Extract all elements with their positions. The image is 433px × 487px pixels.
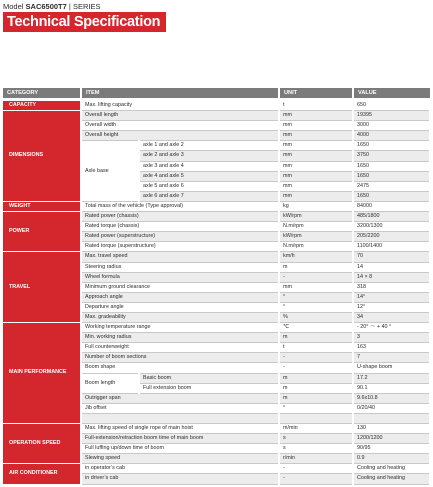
boom-length-label: Boom length	[81, 373, 139, 393]
item-cell: Minimum ground clearance	[81, 282, 279, 292]
value-cell: 1650	[353, 191, 430, 201]
unit-cell: kg	[279, 201, 353, 211]
item-cell: Departure angle	[81, 302, 279, 312]
category-air-conditioner: AIR CONDITIONER	[3, 464, 81, 484]
item-cell: Approach angle	[81, 292, 279, 302]
value-cell: 3750	[353, 151, 430, 161]
item-cell: axle 3 and axle 4	[139, 161, 279, 171]
unit-cell: m	[279, 333, 353, 343]
table-row	[3, 212, 430, 222]
value-cell: 4000	[353, 131, 430, 141]
header-item: ITEM	[81, 88, 279, 98]
item-cell: axle 2 and axle 3	[139, 151, 279, 161]
spec-table	[3, 88, 431, 485]
unit-cell: t	[279, 101, 353, 111]
header-category: CATEGORY	[3, 88, 81, 98]
item-cell: axle 5 and axle 6	[139, 181, 279, 191]
unit-cell: mm	[279, 181, 353, 191]
item-cell: Max. lifting speed of single rope of main hoist	[81, 424, 279, 434]
table-header-row	[3, 88, 430, 98]
table-row	[3, 464, 430, 474]
value-cell: Cooling and heating	[353, 474, 430, 484]
unit-cell: N.m/rpm	[279, 242, 353, 252]
unit-cell: N.m/rpm	[279, 222, 353, 232]
unit-cell: m	[279, 373, 353, 383]
value-cell: 84000	[353, 201, 430, 211]
unit-cell: m	[279, 262, 353, 272]
value-cell: 14	[353, 262, 430, 272]
value-cell: 1100/1400	[353, 242, 430, 252]
item-cell: Rated power (superstructure)	[81, 232, 279, 242]
value-cell: 2475	[353, 181, 430, 191]
item-cell: Total mass of the vehicle (Type approval)	[81, 201, 279, 211]
value-cell: 130	[353, 424, 430, 434]
unit-cell: ℃	[279, 323, 353, 333]
value-cell: 3200/1300	[353, 222, 430, 232]
value-cell: 90.1	[353, 383, 430, 393]
item-cell: Overall width	[81, 121, 279, 131]
item-cell: Number of boom sections	[81, 353, 279, 363]
value-cell: 12°	[353, 302, 430, 312]
unit-cell: m	[279, 383, 353, 393]
item-cell: axle 4 and axle 5	[139, 171, 279, 181]
value-cell: 1650	[353, 141, 430, 151]
item-cell: axle 6 and axle 7	[139, 191, 279, 201]
header-unit: UNIT	[279, 88, 353, 98]
value-cell: 650	[353, 101, 430, 111]
axle-base-label: Axle base	[81, 141, 139, 202]
value-cell: 70	[353, 252, 430, 262]
unit-cell: -	[279, 464, 353, 474]
unit-cell: °	[279, 403, 353, 413]
value-cell: 17.2	[353, 373, 430, 383]
value-cell: 163	[353, 343, 430, 353]
item-cell: Min. working radius	[81, 333, 279, 343]
unit-cell: °	[279, 302, 353, 312]
unit-cell: mm	[279, 131, 353, 141]
unit-cell: -	[279, 363, 353, 373]
category-capacity: CAPACITY	[3, 101, 81, 111]
value-cell: 9.6x10.8	[353, 393, 430, 403]
value-cell: - 20° ～ + 40 °	[353, 323, 430, 333]
item-cell: Rated power (chassis)	[81, 212, 279, 222]
value-cell: Cooling and heating	[353, 464, 430, 474]
item-cell: Max. travel speed	[81, 252, 279, 262]
category-main-performance: MAIN PERFORMANCE	[3, 323, 81, 424]
value-cell: 1650	[353, 161, 430, 171]
unit-cell: kW/rpm	[279, 212, 353, 222]
item-cell: Working temperature range	[81, 323, 279, 333]
item-cell: Overall length	[81, 111, 279, 121]
item-cell: Rated torque (superstructure)	[81, 242, 279, 252]
item-cell: Full luffing up/down time of boom	[81, 444, 279, 454]
value-cell: 0/20/40	[353, 403, 430, 413]
item-cell: Outrigger span	[81, 393, 279, 403]
value-cell: 90/95	[353, 444, 430, 454]
value-cell: 14°	[353, 292, 430, 302]
value-cell: U-shape boom	[353, 363, 430, 373]
table-row	[3, 323, 430, 333]
category-dimensions: DIMENSIONS	[3, 111, 81, 202]
item-cell: axle 1 and axle 2	[139, 141, 279, 151]
unit-cell: mm	[279, 151, 353, 161]
unit-cell: mm	[279, 161, 353, 171]
table-row	[3, 252, 430, 262]
value-cell: 0.9	[353, 454, 430, 464]
item-cell: in operator’s cab	[81, 464, 279, 474]
model-line	[3, 2, 100, 11]
item-cell: Overall height	[81, 131, 279, 141]
unit-cell: t	[279, 343, 353, 353]
item-cell: Jib offset	[81, 403, 279, 413]
unit-cell: mm	[279, 111, 353, 121]
table-row	[3, 201, 430, 211]
unit-cell: r/min	[279, 454, 353, 464]
model-name: SAC6500T7	[25, 2, 67, 11]
unit-cell: m/min	[279, 424, 353, 434]
item-cell: Steering radius	[81, 262, 279, 272]
unit-cell: mm	[279, 191, 353, 201]
value-cell: 205/2200	[353, 232, 430, 242]
unit-cell: %	[279, 312, 353, 322]
item-cell: Full extension boom	[139, 383, 279, 393]
value-cell: 3	[353, 333, 430, 343]
unit-cell: m	[279, 393, 353, 403]
value-cell: 19395	[353, 111, 430, 121]
value-cell: 3000	[353, 121, 430, 131]
model-label: Model	[3, 2, 24, 11]
unit-cell: kW/rpm	[279, 232, 353, 242]
item-cell: Full counterweight	[81, 343, 279, 353]
item-cell: Wheel formula	[81, 272, 279, 282]
item-cell: Max. gradeability	[81, 312, 279, 322]
unit-cell: s	[279, 434, 353, 444]
series-label: | SERIES	[68, 2, 101, 11]
item-cell: Rated torque (chassis)	[81, 222, 279, 232]
unit-cell: -	[279, 474, 353, 484]
unit-cell: °	[279, 292, 353, 302]
item-cell: Full-extension/retraction boom time of main boom	[81, 434, 279, 444]
category-weight: WEIGHT	[3, 201, 81, 211]
item-cell: Basic boom	[139, 373, 279, 383]
item-cell: Slewing speed	[81, 454, 279, 464]
table-row	[3, 424, 430, 434]
item-cell: in driver’s cab	[81, 474, 279, 484]
value-cell: 485/1800	[353, 212, 430, 222]
page-title: Technical Specification	[3, 12, 166, 32]
item-cell: Max. lifting capacity	[81, 101, 279, 111]
unit-cell: km/h	[279, 252, 353, 262]
value-cell: 7	[353, 353, 430, 363]
unit-cell: mm	[279, 171, 353, 181]
header-value: VALUE	[353, 88, 430, 98]
value-cell: 1200/1200	[353, 434, 430, 444]
value-cell: 14 × 8	[353, 272, 430, 282]
table-row	[3, 101, 430, 111]
value-cell: 1650	[353, 171, 430, 181]
item-cell: Boom shape	[81, 363, 279, 373]
unit-cell: mm	[279, 141, 353, 151]
unit-cell: -	[279, 272, 353, 282]
unit-cell: s	[279, 444, 353, 454]
value-cell: 318	[353, 282, 430, 292]
category-travel: TRAVEL	[3, 252, 81, 323]
table-row	[3, 111, 430, 121]
unit-cell: -	[279, 353, 353, 363]
unit-cell: mm	[279, 121, 353, 131]
unit-cell: mm	[279, 282, 353, 292]
value-cell: 34	[353, 312, 430, 322]
category-operation-speed: OPERATION SPEED	[3, 424, 81, 464]
category-power: POWER	[3, 212, 81, 252]
